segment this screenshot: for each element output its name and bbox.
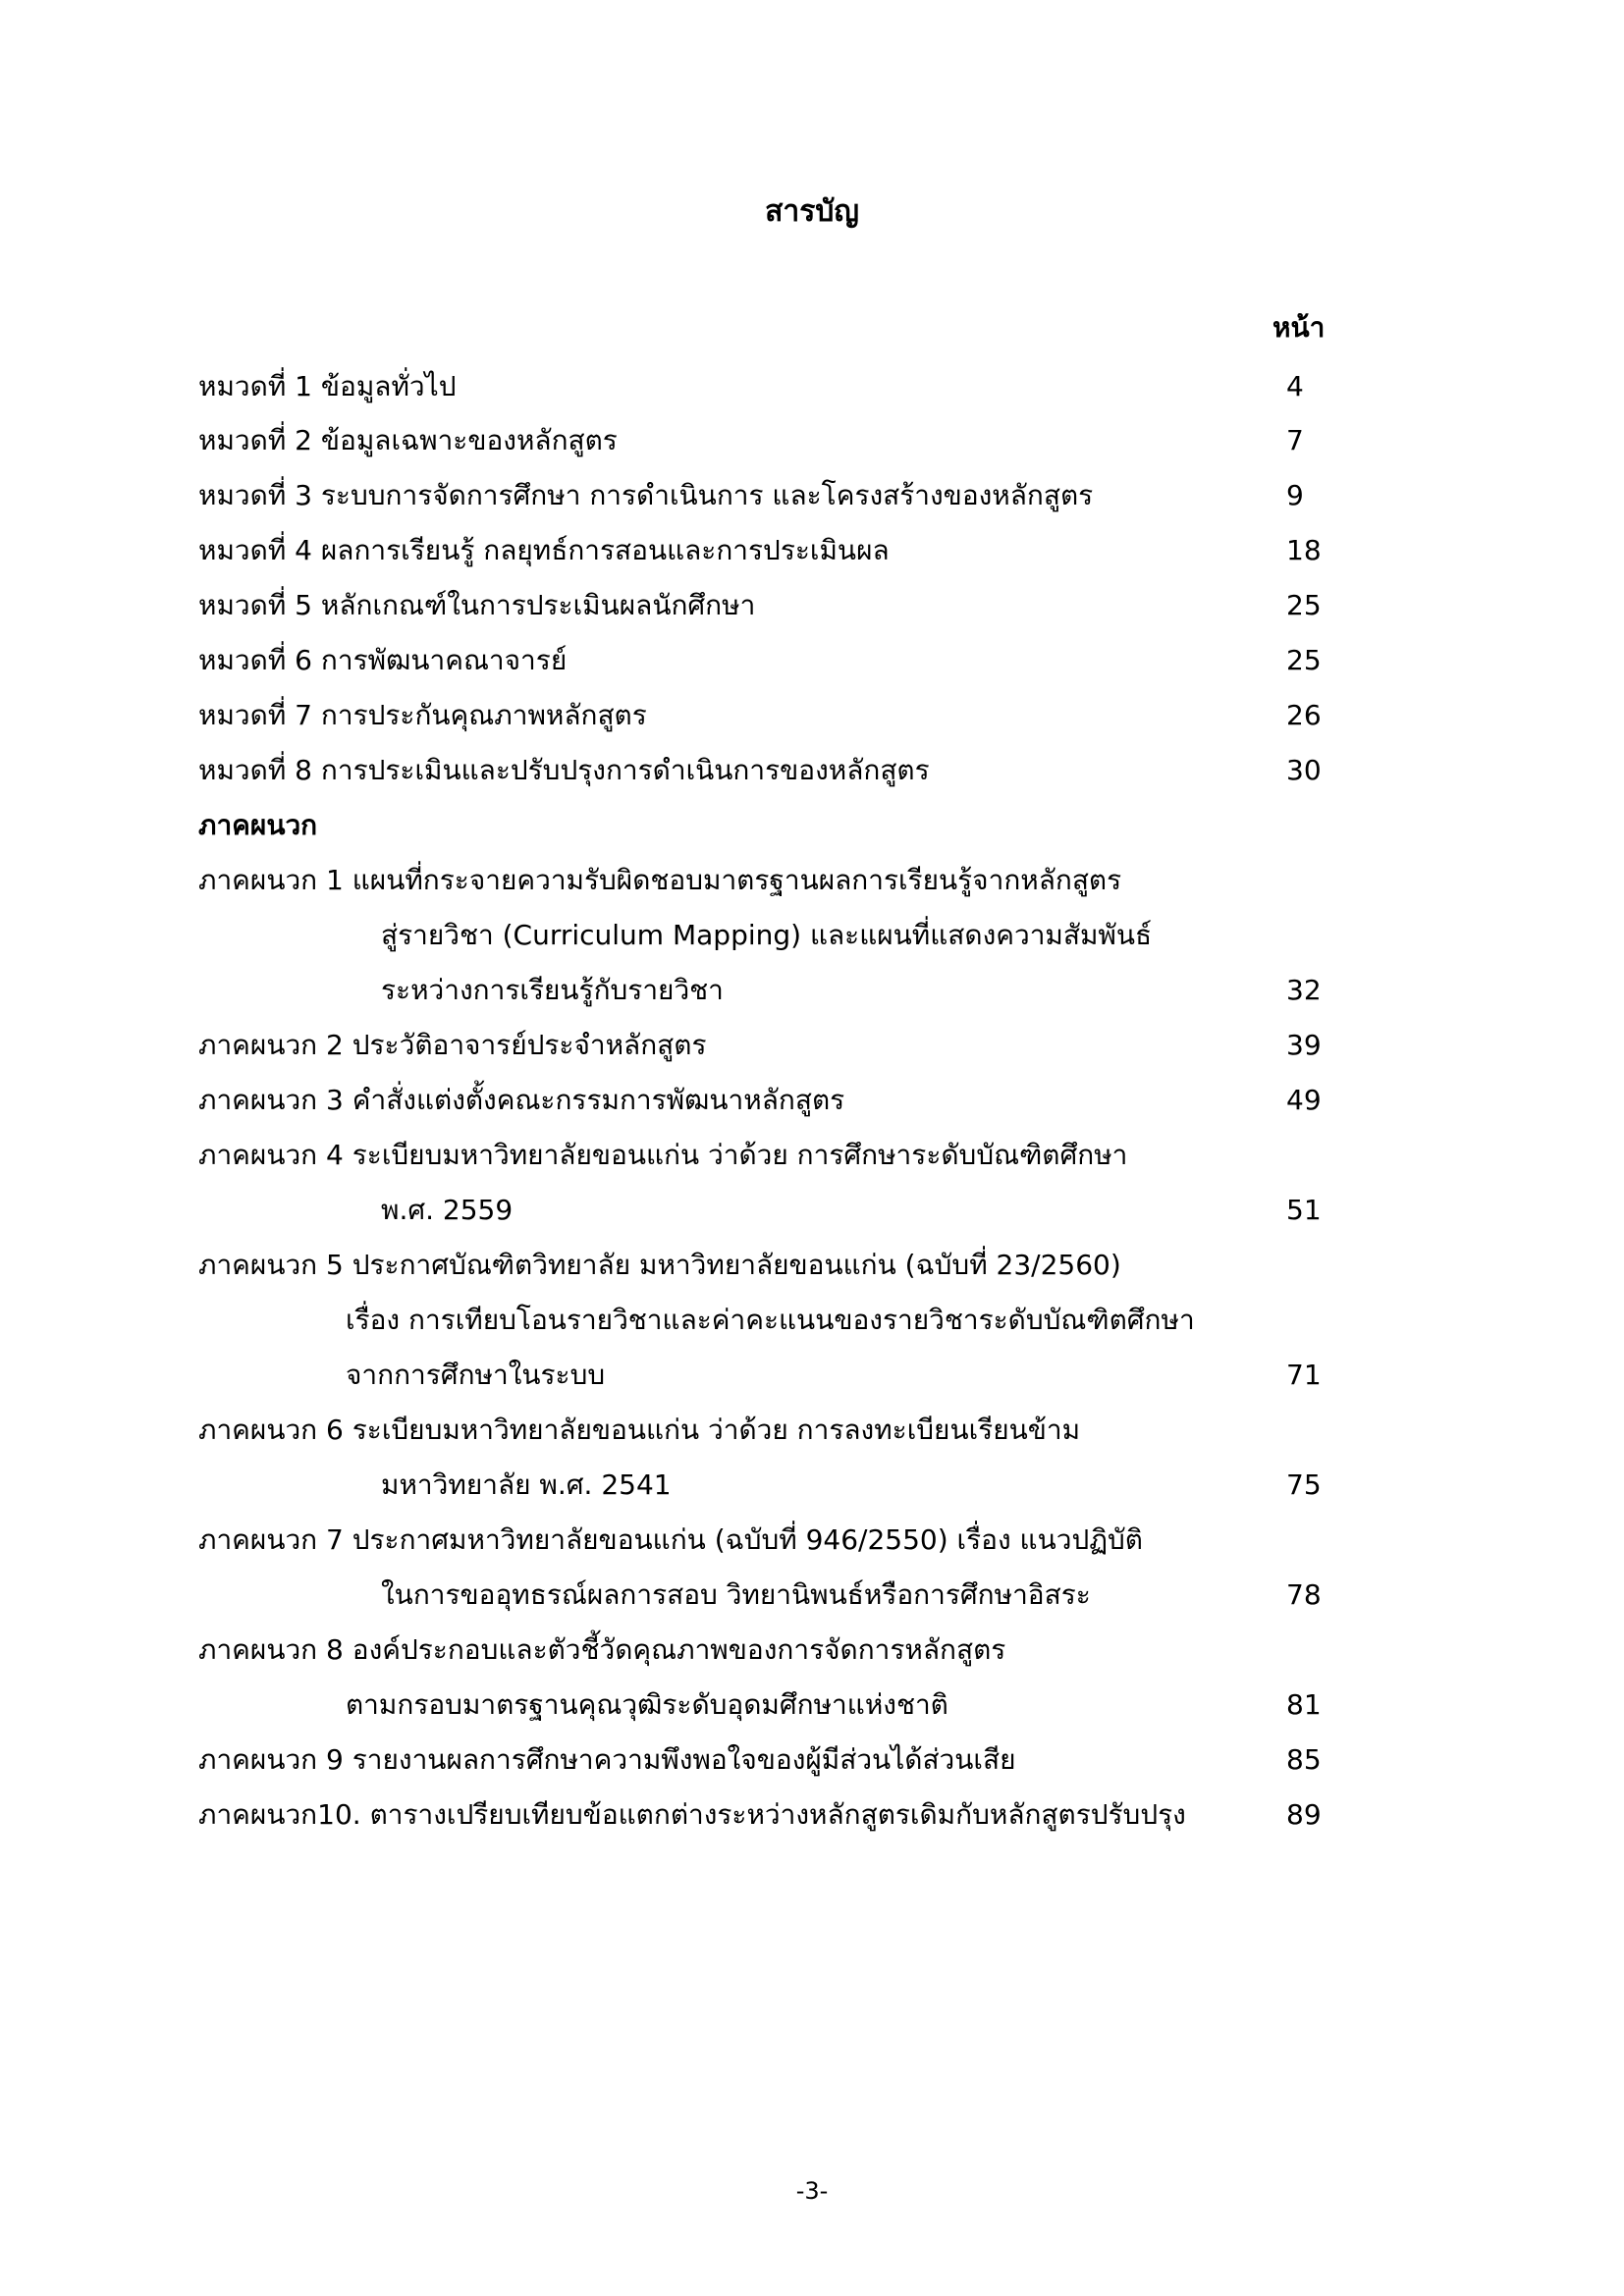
- toc-entry-page: 25: [1286, 589, 1322, 621]
- toc-entry-label-continued: สู่รายวิชา (Curriculum Mapping) และแผนที่แสดงความสัมพันธ์: [381, 919, 1153, 951]
- toc-entry-label: ภาคผนวก 1 แผนที่กระจายความรับผิดชอบมาตรฐานผลการเรียนรู้จากหลักสูตร: [198, 864, 1122, 896]
- toc-entry-page: 78: [1286, 1578, 1322, 1611]
- toc-entry-label: หมวดที่ 3 ระบบการจัดการศึกษา การดำเนินการ และโครงสร้างของหลักสูตร: [198, 479, 1094, 511]
- toc-entry-label: ภาคผนวก10. ตารางเปรียบเทียบข้อแตกต่างระหว่างหลักสูตรเดิมกับหลักสูตรปรับปรุง: [198, 1798, 1186, 1831]
- toc-entry-label-continued: จากการศึกษาในระบบ: [346, 1359, 606, 1391]
- toc-entry-page: 89: [1286, 1798, 1322, 1831]
- toc-entry-page: 32: [1286, 974, 1322, 1006]
- toc-entry-page: 9: [1286, 479, 1304, 511]
- toc-entry-label: หมวดที่ 6 การพัฒนาคณาจารย์: [198, 644, 568, 676]
- toc-entry-page: 26: [1286, 699, 1322, 731]
- toc-entry-page: 25: [1286, 644, 1322, 676]
- appendix-heading: ภาคผนวก: [198, 809, 318, 841]
- page-title: สารบัญ: [765, 194, 859, 229]
- toc-entry-page: 71: [1286, 1359, 1322, 1391]
- toc-entry-label: ภาคผนวก 7 ประกาศมหาวิทยาลัยขอนแก่น (ฉบับที่ 946/2550) เรื่อง แนวปฏิบัติ: [198, 1523, 1143, 1556]
- toc-entry-page: 7: [1286, 424, 1304, 456]
- toc-entry-page: 39: [1286, 1029, 1322, 1061]
- toc-entry-label-continued: ตามกรอบมาตรฐานคุณวุฒิระดับอุดมศึกษาแห่งชาติ: [346, 1688, 948, 1721]
- toc-entry-label: ภาคผนวก 3 คำสั่งแต่งตั้งคณะกรรมการพัฒนาหลักสูตร: [198, 1084, 845, 1116]
- toc-entry-label: ภาคผนวก 2 ประวัติอาจารย์ประจำหลักสูตร: [198, 1029, 707, 1061]
- toc-entry-label: ภาคผนวก 5 ประกาศบัณฑิตวิทยาลัย มหาวิทยาลัยขอนแก่น (ฉบับที่ 23/2560): [198, 1249, 1121, 1281]
- toc-entry-label-continued: ในการขออุทธรณ์ผลการสอบ วิทยานิพนธ์หรือการศึกษาอิสระ: [381, 1578, 1091, 1611]
- toc-entry-label: หมวดที่ 7 การประกันคุณภาพหลักสูตร: [198, 699, 647, 731]
- toc-entry-page: 4: [1286, 370, 1304, 402]
- toc-entry-label: ภาคผนวก 6 ระเบียบมหาวิทยาลัยขอนแก่น ว่าด้วย การลงทะเบียนเรียนข้าม: [198, 1414, 1081, 1446]
- footer-page-number: -3-: [795, 2177, 829, 2205]
- toc-entry-label-continued: มหาวิทยาลัย พ.ศ. 2541: [381, 1468, 672, 1501]
- toc-entry-label: หมวดที่ 8 การประเมินและปรับปรุงการดำเนินการของหลักสูตร: [198, 754, 930, 786]
- toc-entry-label: หมวดที่ 2 ข้อมูลเฉพาะของหลักสูตร: [198, 424, 618, 456]
- toc-entry-label: ภาคผนวก 9 รายงานผลการศึกษาความพึงพอใจของผู้มีส่วนได้ส่วนเสีย: [198, 1743, 1016, 1776]
- toc-entry-page: 49: [1286, 1084, 1322, 1116]
- toc-entry-page: 81: [1286, 1688, 1322, 1721]
- toc-entry-page: 75: [1286, 1468, 1322, 1501]
- toc-entry-label: หมวดที่ 4 ผลการเรียนรู้ กลยุทธ์การสอนและการประเมินผล: [198, 534, 890, 566]
- toc-entry-page: 30: [1286, 754, 1322, 786]
- page-column-header: หน้า: [1272, 311, 1326, 344]
- toc-entry-label: ภาคผนวก 8 องค์ประกอบและตัวชี้วัดคุณภาพของการจัดการหลักสูตร: [198, 1633, 1006, 1666]
- toc-entry-label-continued: ระหว่างการเรียนรู้กับรายวิชา: [381, 974, 724, 1006]
- toc-entry-label: ภาคผนวก 4 ระเบียบมหาวิทยาลัยขอนแก่น ว่าด้วย การศึกษาระดับบัณฑิตศึกษา: [198, 1139, 1128, 1171]
- toc-entry-page: 51: [1286, 1194, 1322, 1226]
- toc-entry-label-continued: พ.ศ. 2559: [381, 1194, 514, 1226]
- toc-entry-page: 85: [1286, 1743, 1322, 1776]
- toc-entry-label-continued: เรื่อง การเทียบโอนรายวิชาและค่าคะแนนของรายวิชาระดับบัณฑิตศึกษา: [346, 1304, 1195, 1336]
- toc-entry-page: 18: [1286, 534, 1322, 566]
- toc-entry-label: หมวดที่ 1 ข้อมูลทั่วไป: [198, 370, 457, 402]
- toc-entry-label: หมวดที่ 5 หลักเกณฑ์ในการประเมินผลนักศึกษา: [198, 589, 756, 621]
